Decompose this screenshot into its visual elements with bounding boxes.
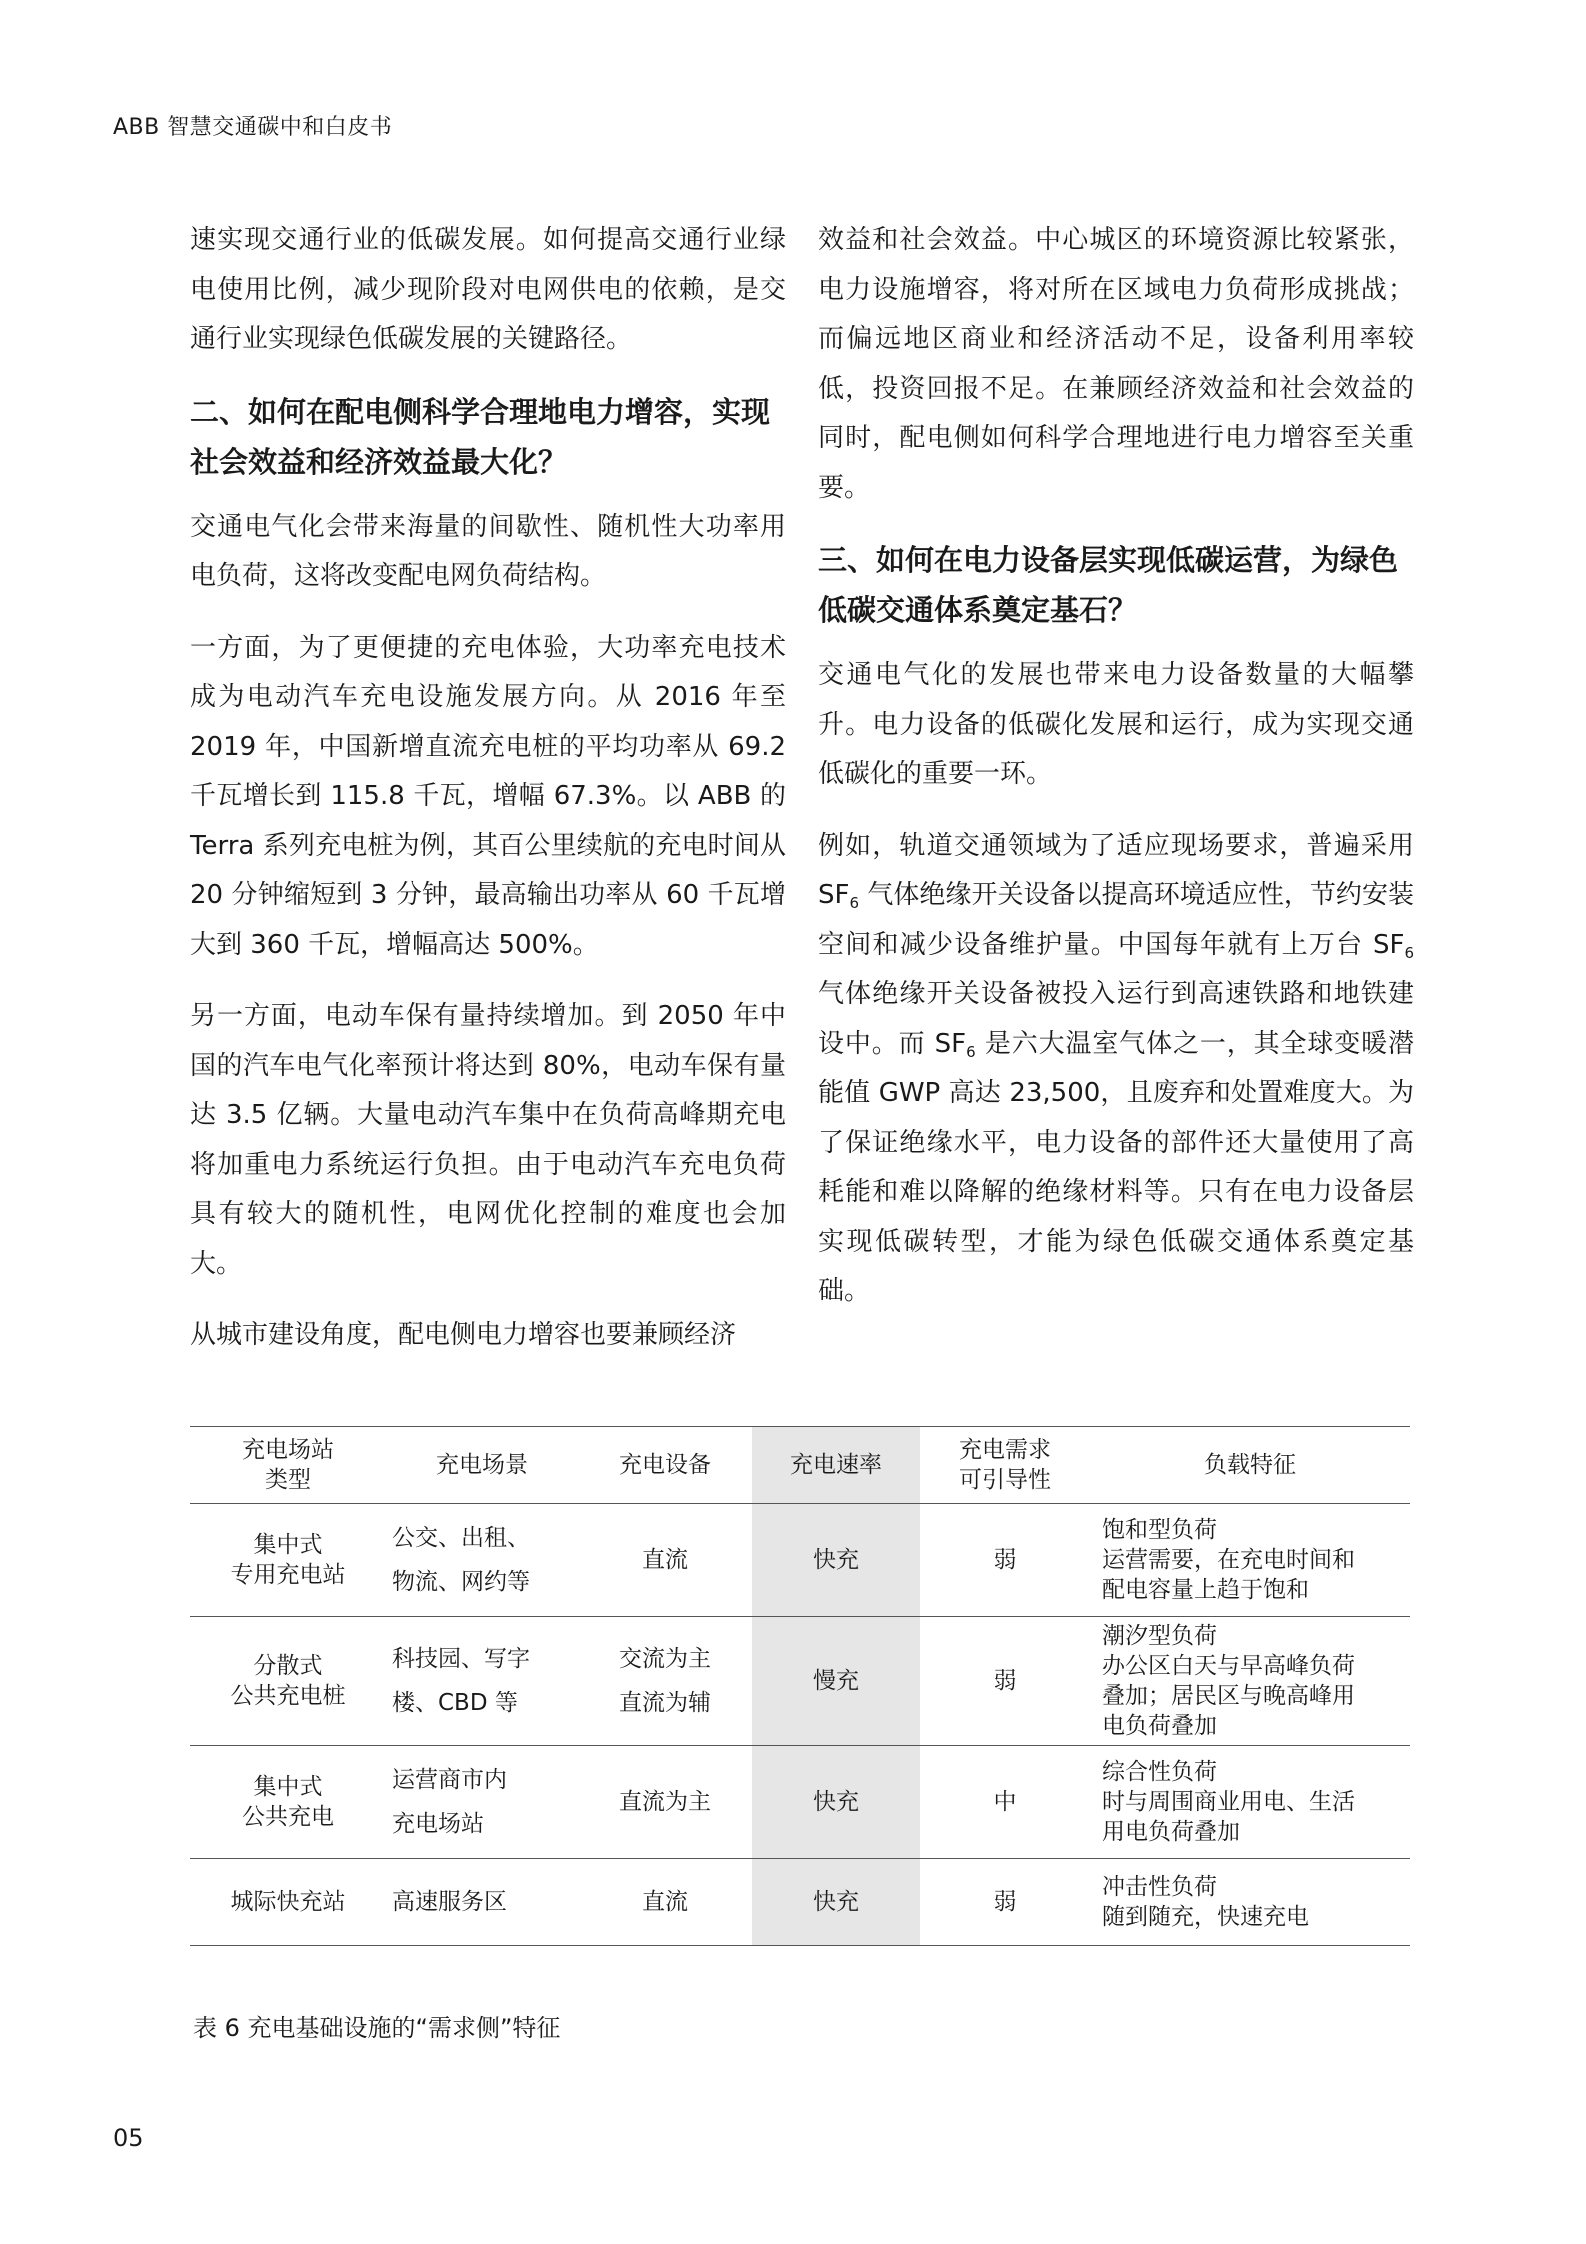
cell-speed: 快充: [752, 1859, 920, 1946]
cell-load: 综合性负荷 时与周围商业用电、生活 用电负荷叠加: [1090, 1746, 1410, 1859]
paragraph: 交通电气化会带来海量的间歇性、随机性大功率用电负荷，这将改变配电网负荷结构。: [190, 511, 786, 591]
text-run: 例如，轨道交通领域为了适应现场要求，普遍采用 SF: [818, 830, 1414, 910]
left-column: [190, 216, 786, 1383]
paragraph: 另一方面，电动车保有量持续增加。到 2050 年中国的汽车电气化率预计将达到 80%，电动车保有量达 3.5 亿辆。大量电动汽车集中在负荷高峰期充电将加重电力系统运行负担。由于电动汽车充电负荷具有较大的随机性，电网优化控制的难度也会加大。: [190, 1001, 786, 1279]
cell-type: 集中式 公共充电: [190, 1746, 386, 1859]
paragraph: 交通电气化的发展也带来电力设备数量的大幅攀升。电力设备的低碳化发展和运行，成为实现交通低碳化的重要一环。: [818, 660, 1414, 789]
cell-type: 城际快充站: [190, 1859, 386, 1946]
paragraph: 从城市建设角度，配电侧电力增容也要兼顾经济: [190, 1320, 737, 1350]
table-caption: 表 6 充电基础设施的“需求侧”特征: [193, 2014, 561, 2042]
table-header-row: [190, 1427, 1410, 1504]
table-row: [190, 1617, 1410, 1746]
cell-speed: 慢充: [752, 1617, 920, 1746]
cell-equipment: 直流: [578, 1504, 752, 1617]
cell-guidability: 中: [920, 1746, 1090, 1859]
cell-load: 冲击性负荷 随到随充，快速充电: [1090, 1859, 1410, 1946]
cell-guidability: 弱: [920, 1859, 1090, 1946]
header-guidability: 充电需求 可引导性: [920, 1427, 1090, 1504]
text-run: 是六大温室气体之一，其全球变暖潜能值 GWP 高达 23,500，且废弃和处置难度大。为了保证绝缘水平，电力设备的部件还大量使用了高耗能和难以降解的绝缘材料等。只有在电力设备层实现低碳转型，才能为绿色低碳交通体系奠定基础。: [818, 1028, 1414, 1306]
cell-type: 集中式 专用充电站: [190, 1504, 386, 1617]
cell-scene: 高速服务区: [386, 1859, 578, 1946]
paragraph: 效益和社会效益。中心城区的环境资源比较紧张，电力设施增容，将对所在区域电力负荷形成挑战；而偏远地区商业和经济活动不足，设备利用率较低，投资回报不足。在兼顾经济效益和社会效益的同时，配电侧如何科学合理地进行电力增容至关重要。: [818, 225, 1414, 503]
cell-load: 潮汐型负荷 办公区白天与早高峰负荷 叠加；居民区与晚高峰用 电负荷叠加: [1090, 1617, 1410, 1746]
header-scene: 充电场景: [386, 1427, 578, 1504]
section-heading-2: 二、如何在配电侧科学合理地电力增容，实现社会效益和经济效益最大化？: [190, 394, 771, 479]
cell-guidability: 弱: [920, 1617, 1090, 1746]
document-header: ABB 智慧交通碳中和白皮书: [113, 115, 393, 140]
cell-equipment: 交流为主 直流为辅: [578, 1617, 752, 1746]
paragraph-sf6: [818, 822, 1414, 1317]
subscript-6: 6: [1404, 943, 1414, 962]
cell-scene: 公交、出租、 物流、网约等: [386, 1504, 578, 1617]
subscript-6: 6: [849, 894, 860, 912]
cell-equipment: 直流: [578, 1859, 752, 1946]
section-heading-3: 三、如何在电力设备层实现低碳运营，为绿色低碳交通体系奠定基石？: [818, 543, 1399, 627]
subscript-6: 6: [966, 1042, 976, 1061]
cell-speed: 快充: [752, 1504, 920, 1617]
cell-guidability: 弱: [920, 1504, 1090, 1617]
header-load: 负载特征: [1090, 1427, 1410, 1504]
cell-speed: 快充: [752, 1746, 920, 1859]
text-run: 气体绝缘开关设备被投入运行到高速铁路和地铁建设中。而 SF: [818, 979, 1414, 1059]
header-equipment: 充电设备: [578, 1427, 752, 1504]
table-row: [190, 1859, 1410, 1946]
right-column: [818, 216, 1414, 1339]
paragraph: 速实现交通行业的低碳发展。如何提高交通行业绿电使用比例，减少现阶段对电网供电的依赖，是交通行业实现绿色低碳发展的关键路径。: [190, 225, 786, 354]
table-row: [190, 1746, 1410, 1859]
cell-equipment: 直流为主: [578, 1746, 752, 1859]
page-number: 05: [113, 2124, 144, 2152]
charging-demand-table: [190, 1426, 1410, 1946]
header-station-type: 充电场站 类型: [190, 1427, 386, 1504]
cell-type: 分散式 公共充电桩: [190, 1617, 386, 1746]
header-speed: 充电速率: [752, 1427, 920, 1504]
text-run: 气体绝缘开关设备以提高环境适应性，节约安装空间和减少设备维护量。中国每年就有上万台 SF: [818, 880, 1414, 960]
cell-scene: 运营商市内 充电场站: [386, 1746, 578, 1859]
paragraph: 一方面，为了更便捷的充电体验，大功率充电技术成为电动汽车充电设施发展方向。从 2016 年至 2019 年，中国新增直流充电桩的平均功率从 69.2 千瓦增长到 115.8 千瓦，增幅 67.3%。以 ABB 的 Terra 系列充电桩为例，其百公里续航的充电时间从 20 分钟缩短到 3 分钟，最高输出功率从 60 千瓦增大到 360 千瓦，增幅高达 500%。: [190, 632, 786, 960]
table-row: [190, 1504, 1410, 1617]
cell-load: 饱和型负荷 运营需要，在充电时间和 配电容量上趋于饱和: [1090, 1504, 1410, 1617]
cell-scene: 科技园、写字 楼、CBD 等: [386, 1617, 578, 1746]
